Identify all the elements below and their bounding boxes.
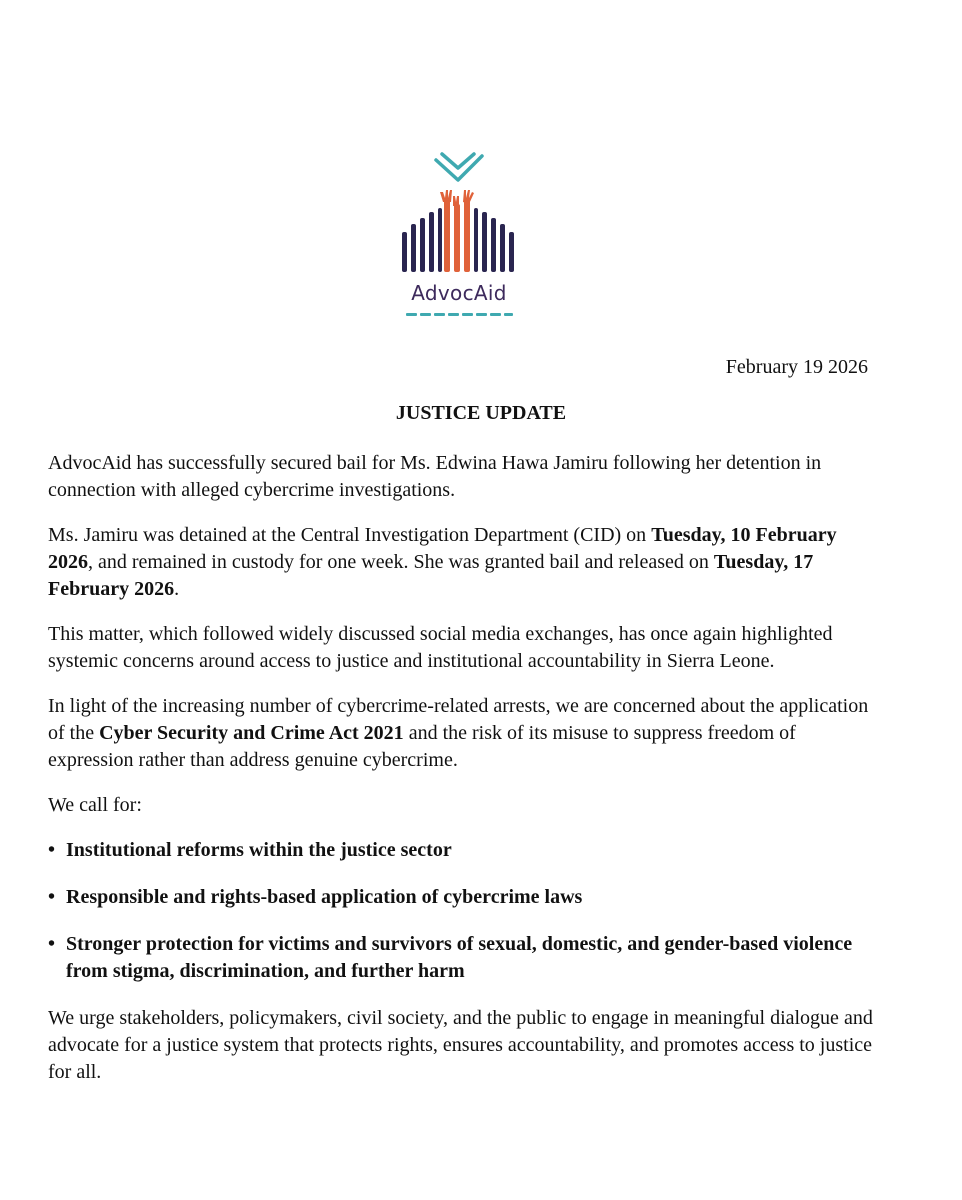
document-body [48, 450, 878, 1104]
list-item: • Institutional reforms within the justice sector [48, 837, 878, 864]
paragraph-systemic-concerns: This matter, which followed widely discussed social media exchanges, has once again highlighted systemic concerns around access to justice and institutional accountability in Sierra Leone. [48, 623, 833, 672]
release-date: Tuesday, 17 February 2026 [48, 551, 814, 600]
detention-date: Tuesday, 10 February 2026 [48, 524, 837, 573]
paragraph-detention-details: Ms. Jamiru was detained at the Central Investigation Department (CID) on Tuesday, 10 February 2026, and remained in custody for one week. She was granted bail and released on Tuesday, 17 February 2026. [48, 524, 837, 600]
paragraph-cybercrime-act: In light of the increasing number of cybercrime-related arrests, we are concerned about the application of the Cyber Security and Crime Act 2021 and the risk of its misuse to suppress freedom of expression rather than address genuine cybercrime. [48, 695, 869, 771]
act-name: Cyber Security and Crime Act 2021 [99, 722, 404, 744]
document-date: February 19 2026 [725, 356, 868, 378]
list-item: • Stronger protection for victims and survivors of sexual, domestic, and gender-based violence from stigma, discrimination, and further harm [48, 931, 878, 985]
logo-wordmark: AdvocAid [411, 281, 507, 305]
paragraph-closing: We urge stakeholders, policymakers, civil society, and the public to engage in meaningful dialogue and advocate for a justice system that protects rights, ensures accountability, and promotes access to justice for all. [48, 1007, 873, 1083]
list-item: • Responsible and rights-based application of cybercrime laws [48, 884, 878, 911]
paragraph-call-intro: We call for: [48, 794, 142, 816]
document-title: JUSTICE UPDATE [395, 402, 567, 424]
advocaid-logo [392, 146, 526, 326]
paragraph-bail-secured: AdvocAid has successfully secured bail for Ms. Edwina Hawa Jamiru following her detention in connection with alleged cybercrime investigations. [48, 452, 822, 501]
calls-list [48, 837, 878, 985]
